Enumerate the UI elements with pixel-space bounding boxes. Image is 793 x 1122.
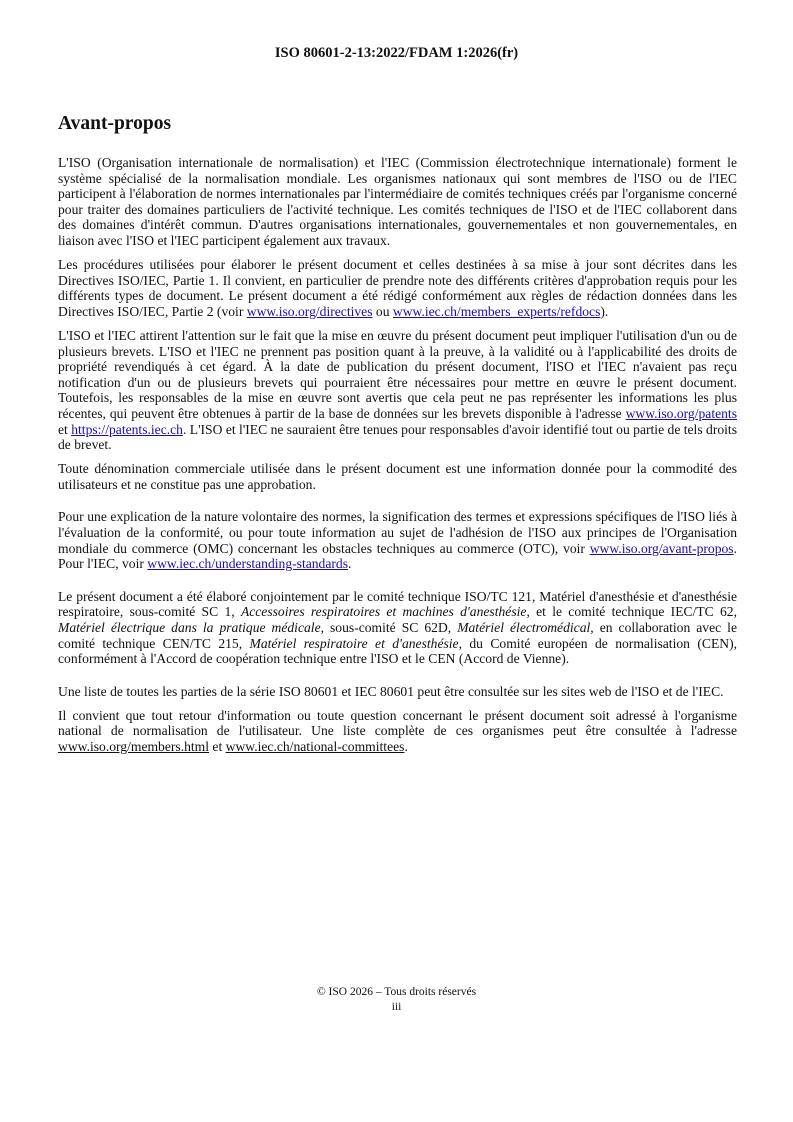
paragraph-text: Le présent document a été élaboré conjointement par le comité technique ISO/TC 121, Matériel d'anesthésie et d'anesthésie respiratoire, sous-comité SC 1, (58, 588, 737, 620)
paragraph-text: L'ISO et l'IEC attirent l'attention sur le fait que la mise en œuvre du présent document peut impliquer l'utilisation d'un ou de plusieurs brevets. L'ISO et l'IEC ne prennent pas position quant à la preuve, à la validité ou à l'applicabilité des droits de propriété revendiqués à cet égard. À la date de publication du présent document, l'ISO et l'IEC n'avaient pas reçu notification d'un ou de plusieurs brevets qui pourraient être nécessaires pour mettre en œuvre le présent document. Toutefois, les responsables de la mise en œuvre sont avertis que cela peut ne pas représenter les informations les plus récentes, qui peuvent être obtenues à partir de la base de données sur les brevets disponible à l'adresse (58, 327, 737, 421)
committee-title: Matériel électromédical (457, 619, 591, 635)
copyright-notice: © ISO 2026 – Tous droits réservés (316, 986, 477, 998)
paragraph-text: Les procédures utilisées pour élaborer le présent document et celles destinées à sa mise à jour sont décrites dans les Directives ISO/IEC, Partie 1. Il convient, en particulier de prendre note des différents critères d'approbation requis pour les différents types de document. Le présent document a été rédigé conformément aux règles de rédaction données dans les Directives ISO/IEC, Partie 2 (voir (58, 257, 737, 319)
foreword-body (58, 155, 737, 763)
page-footer (0, 985, 793, 1015)
paragraph (58, 155, 737, 249)
paragraph-text: . Pour l'IEC, voir (58, 540, 737, 572)
paragraph-text: Toute dénomination commerciale utilisée dans le présent document est une information donnée pour la commodité des utilisateurs et ne constitue pas une approbation. (58, 461, 737, 492)
paragraph-text: , et le comité technique IEC/TC 62, (526, 604, 738, 620)
paragraph-text: et (209, 739, 226, 754)
paragraph-text: ). (600, 303, 609, 319)
paragraph-text: . (348, 556, 352, 572)
hyperlink[interactable]: www.iso.org/directives (246, 303, 373, 319)
paragraph-text: . (404, 739, 408, 754)
paragraph-text: Pour une explication de la nature volontaire des normes, la signification des termes et expressions spécifiques de l'ISO liés à l'évaluation de la conformité, ou pour toute information au sujet de l'adhésion de l'ISO aux principes de l'Organisation mondiale du commerce (OMC) concernant les obstacles techniques au commerce (OTC), voir (58, 509, 737, 556)
paragraph-text: Une liste de toutes les parties de la série ISO 80601 et IEC 80601 peut être consultée sur les sites web de l'ISO et de l'IEC. (58, 683, 724, 699)
paragraph-text: , en collaboration avec le comité technique CEN/TC 215, (58, 619, 737, 651)
paragraph (58, 684, 737, 700)
document-header: ISO 80601-2-13:2022/FDAM 1:2026(fr) (274, 45, 519, 61)
paragraph-text: . L'ISO et l'IEC ne sauraient être tenues pour responsables d'avoir identifié tout ou partie de tels droits de brevet. (58, 421, 737, 453)
paragraph (58, 257, 737, 319)
section-title: Avant-propos (58, 113, 172, 134)
committee-title: Accessoires respiratoires et machines d'anesthésie (240, 604, 527, 620)
paragraph (58, 509, 737, 571)
paragraph-text: ou (372, 303, 393, 319)
hyperlink[interactable]: www.iso.org/patents (625, 405, 737, 421)
hyperlink[interactable]: www.iso.org/members.html (58, 739, 210, 754)
paragraph (58, 708, 737, 755)
committee-title: Matériel respiratoire et d'anesthésie (249, 635, 459, 651)
hyperlink[interactable]: www.iso.org/avant-propos (589, 540, 734, 556)
paragraph-text: , du Comité européen de normalisation (CEN), conformément à l'Accord de coopération technique entre l'ISO et le CEN (Accord de Vienne). (58, 635, 737, 667)
page-number: iii (391, 1001, 402, 1013)
paragraph (58, 461, 737, 492)
paragraph (58, 328, 737, 453)
paragraph-text: Il convient que tout retour d'information ou toute question concernant le présent document soit adressé à l'organisme national de normalisation de l'utilisateur. Une liste complète de ces organismes peut être consultée à l'adresse (58, 707, 737, 739)
hyperlink[interactable]: www.iec.ch/members_experts/refdocs (392, 303, 601, 319)
paragraph-text: et (58, 421, 72, 437)
hyperlink[interactable]: www.iec.ch/understanding-standards (147, 556, 348, 572)
hyperlink[interactable]: https://patents.iec.ch (71, 421, 183, 437)
hyperlink[interactable]: www.iec.ch/national-committees (225, 739, 405, 754)
paragraph-text: L'ISO (Organisation internationale de normalisation) et l'IEC (Commission électrotechnique internationale) forment le système spécialisé de la normalisation mondiale. Les organismes nationaux qui sont membres de l'ISO ou de l'IEC participent à l'élaboration de normes internationales par l'intermédiaire de comités techniques créés par l'organisme concerné pour traiter des domaines particuliers de l'activité technique. Les comités techniques de l'ISO et de l'IEC collaborent dans des domaines d'intérêt commun. D'autres organisations internationales, gouvernementales et non gouvernementales, en liaison avec l'ISO et l'IEC participent également aux travaux. (58, 155, 737, 248)
paragraph (58, 589, 737, 667)
committee-title: Matériel électrique dans la pratique médicale (58, 619, 321, 635)
paragraph-text: , sous-comité SC 62D, (320, 619, 458, 635)
